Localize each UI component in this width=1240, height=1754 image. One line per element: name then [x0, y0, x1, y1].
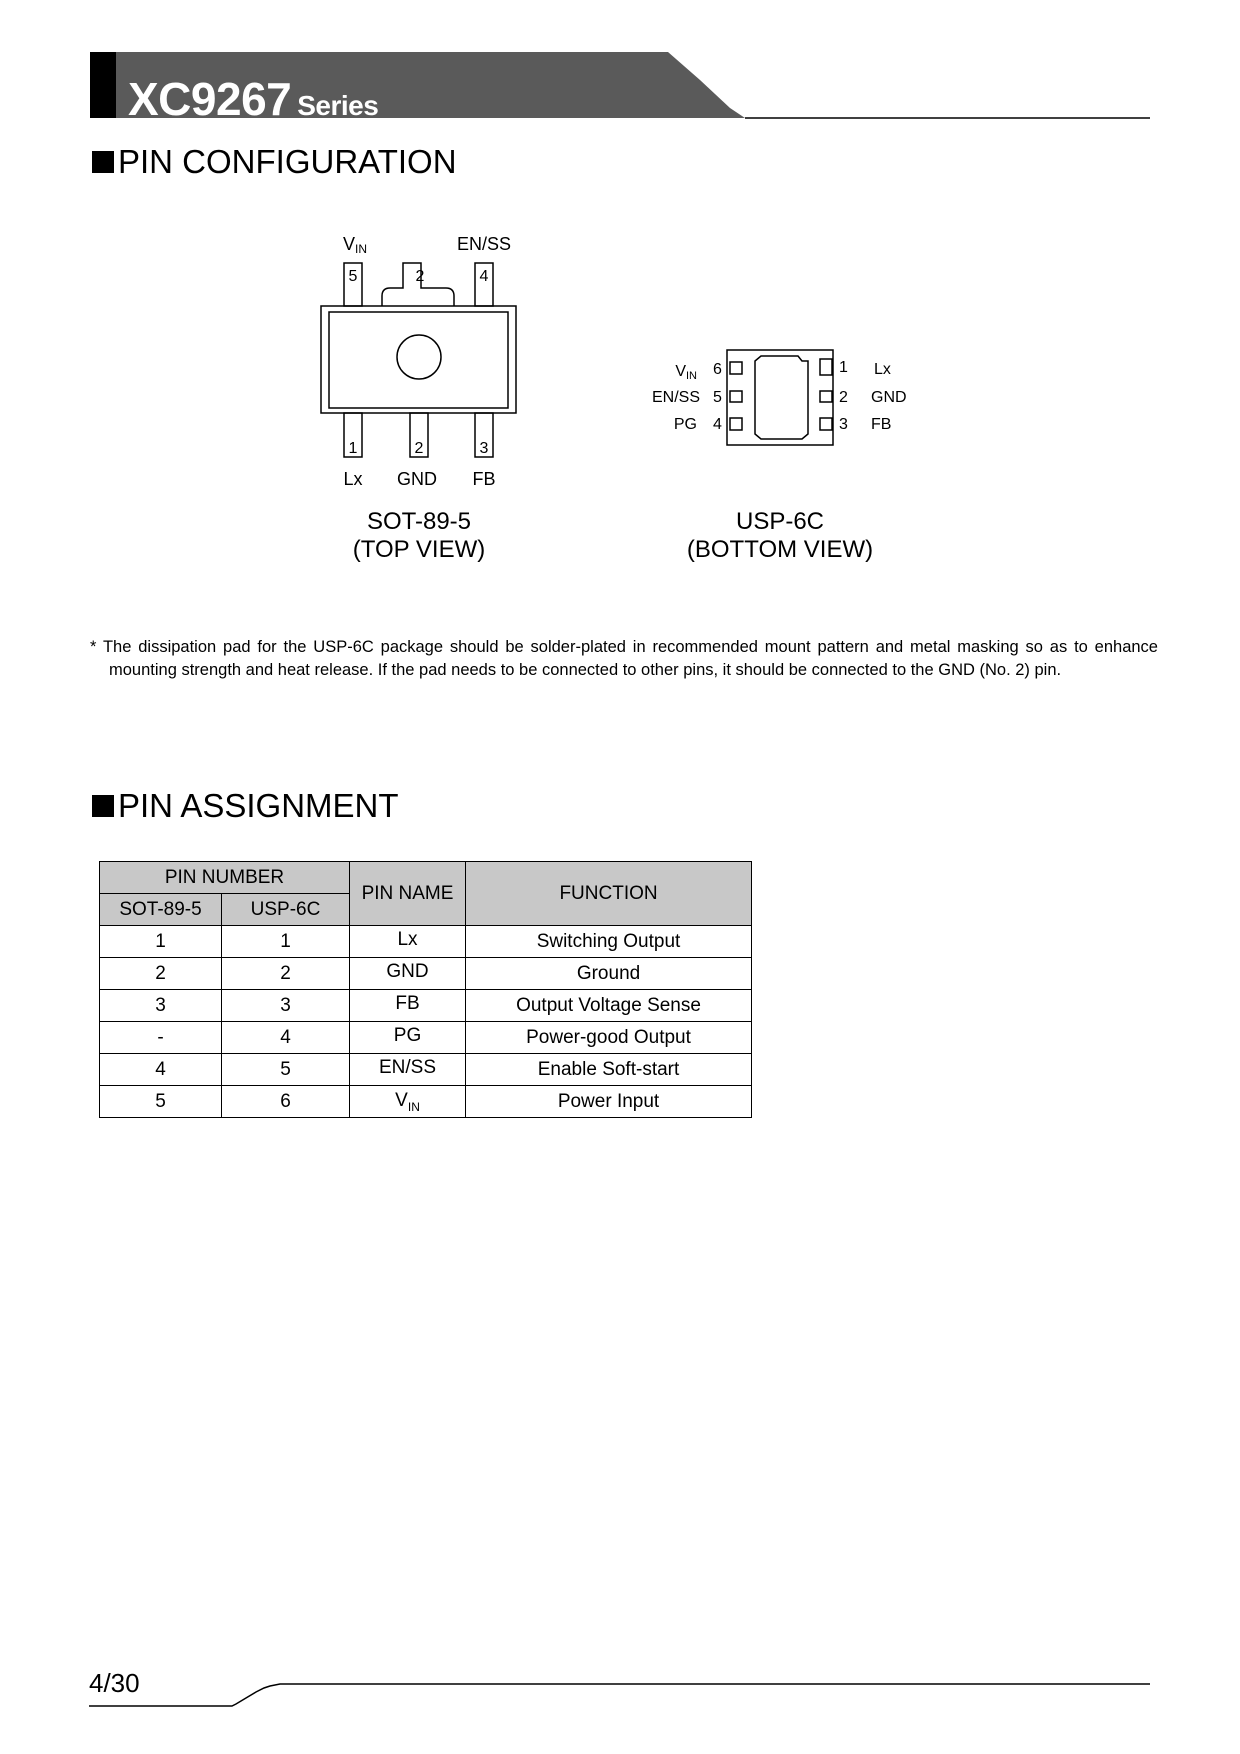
usp6c-package-diagram	[727, 350, 833, 445]
sot89-pin-label: GND	[397, 469, 437, 489]
pin-assignment-heading-text: PIN ASSIGNMENT	[118, 787, 399, 824]
usp6c-right-pin-numbers	[839, 359, 848, 433]
cell-function: Output Voltage Sense	[466, 990, 752, 1022]
usp6c-left-pin-labels	[652, 363, 700, 433]
sot89-caption-name: SOT-89-5	[366, 508, 472, 535]
pin-assignment-table	[99, 861, 752, 1118]
table-row	[100, 1054, 752, 1086]
footer-rule	[0, 1660, 1240, 1710]
table-row	[100, 1022, 752, 1054]
table-row	[100, 990, 752, 1022]
table-row	[100, 958, 752, 990]
cell-pin-name: EN/SS	[350, 1054, 466, 1086]
usp6c-caption	[680, 508, 880, 564]
sot89-caption-view: (TOP VIEW)	[352, 536, 486, 563]
sot89-package-diagram	[321, 263, 516, 457]
sot89-bottom-pin-number: 3	[479, 440, 489, 457]
cell-function: Power Input	[466, 1086, 752, 1118]
header-pin-name: PIN NAME	[350, 862, 466, 926]
sot89-pin-label-vin: VIN	[343, 234, 368, 256]
cell-sot89: 4	[100, 1054, 222, 1086]
sot89-pin-label-enss: EN/SS	[456, 234, 512, 254]
cell-usp6c: 5	[222, 1054, 350, 1086]
cell-usp6c: 2	[222, 958, 350, 990]
usp6c-left-pin-number: 6	[713, 361, 722, 378]
usp6c-right-pin-labels	[871, 361, 907, 433]
header-sot89: SOT-89-5	[100, 894, 222, 926]
cell-sot89: 5	[100, 1086, 222, 1118]
header-function: FUNCTION	[466, 862, 752, 926]
title-text: XC9267	[128, 73, 292, 125]
usp6c-pin-label: Lx	[874, 361, 891, 378]
cell-pin-name: Lx	[350, 926, 466, 958]
sot89-bottom-pin-number: 1	[348, 440, 358, 457]
sot89-top-pin-numbers	[349, 268, 489, 285]
sot89-caption	[319, 508, 519, 564]
usp6c-pin-label: GND	[871, 389, 907, 406]
header-usp6c: USP-6C	[222, 894, 350, 926]
usp6c-pin-label: EN/SS	[651, 389, 700, 406]
sot89-bottom-pin-number: 2	[414, 440, 424, 457]
cell-usp6c: 4	[222, 1022, 350, 1054]
cell-pin-name: PG	[350, 1022, 466, 1054]
sot89-top-pin-number: 5	[348, 268, 358, 285]
page-number: 4/30	[89, 1668, 140, 1698]
sot89-pin-label: FB	[472, 469, 496, 489]
sot89-pin-label: Lx	[343, 469, 363, 489]
usp6c-left-pin-number: 5	[713, 389, 722, 406]
header-pin-number: PIN NUMBER	[100, 862, 350, 894]
cell-function: Enable Soft-start	[466, 1054, 752, 1086]
usp6c-left-pin-number: 4	[713, 416, 722, 433]
usp6c-pin-label: PG	[673, 416, 697, 433]
note-line-1: * The dissipation pad for the USP-6C package should be solder-plated in recommended mount pattern and metal masking so as to enhance	[90, 638, 1158, 656]
cell-sot89: 3	[100, 990, 222, 1022]
cell-function: Power-good Output	[466, 1022, 752, 1054]
title-series: Series	[297, 90, 379, 121]
usp6c-right-pin-number: 2	[839, 389, 848, 406]
cell-usp6c: 1	[222, 926, 350, 958]
pin-configuration-heading-text: PIN CONFIGURATION	[118, 143, 457, 180]
sot89-bottom-pin-labels	[343, 469, 495, 489]
cell-pin-name: $V_{IN}$	[350, 1086, 466, 1118]
cell-pin-name: GND	[350, 958, 466, 990]
cell-usp6c: 3	[222, 990, 350, 1022]
table-row	[100, 1086, 752, 1118]
cell-sot89: 2	[100, 958, 222, 990]
sot89-top-pin-labels	[343, 234, 511, 256]
cell-sot89: 1	[100, 926, 222, 958]
usp6c-pin-label: FB	[871, 416, 892, 433]
usp6c-left-pin-numbers	[713, 361, 722, 433]
note-line-2: mounting strength and heat release. If the pad needs to be connected to other pins, it should be connected to the GND (No. 2) pin.	[109, 661, 1062, 679]
usp6c-pin-label-vin: VIN	[675, 363, 697, 382]
cell-pin-name: FB	[350, 990, 466, 1022]
sot89-top-pin-number: 2	[415, 268, 425, 285]
cell-usp6c: 6	[222, 1086, 350, 1118]
usp6c-caption-view: (BOTTOM VIEW)	[686, 536, 874, 563]
usp6c-right-pin-number: 1	[839, 359, 848, 376]
usp6c-right-pin-number: 3	[839, 416, 848, 433]
table-row	[100, 926, 752, 958]
bullet-square-icon	[92, 795, 114, 817]
cell-function: Switching Output	[466, 926, 752, 958]
usp6c-caption-name: USP-6C	[735, 508, 825, 535]
cell-sot89: -	[100, 1022, 222, 1054]
sot89-bottom-pin-numbers	[349, 440, 489, 457]
cell-function: Ground	[466, 958, 752, 990]
pin-assignment-heading	[92, 787, 399, 825]
pin-configuration-diagrams	[0, 0, 1240, 600]
dissipation-pad-note	[90, 636, 1158, 682]
sot89-top-pin-number: 4	[479, 268, 489, 285]
